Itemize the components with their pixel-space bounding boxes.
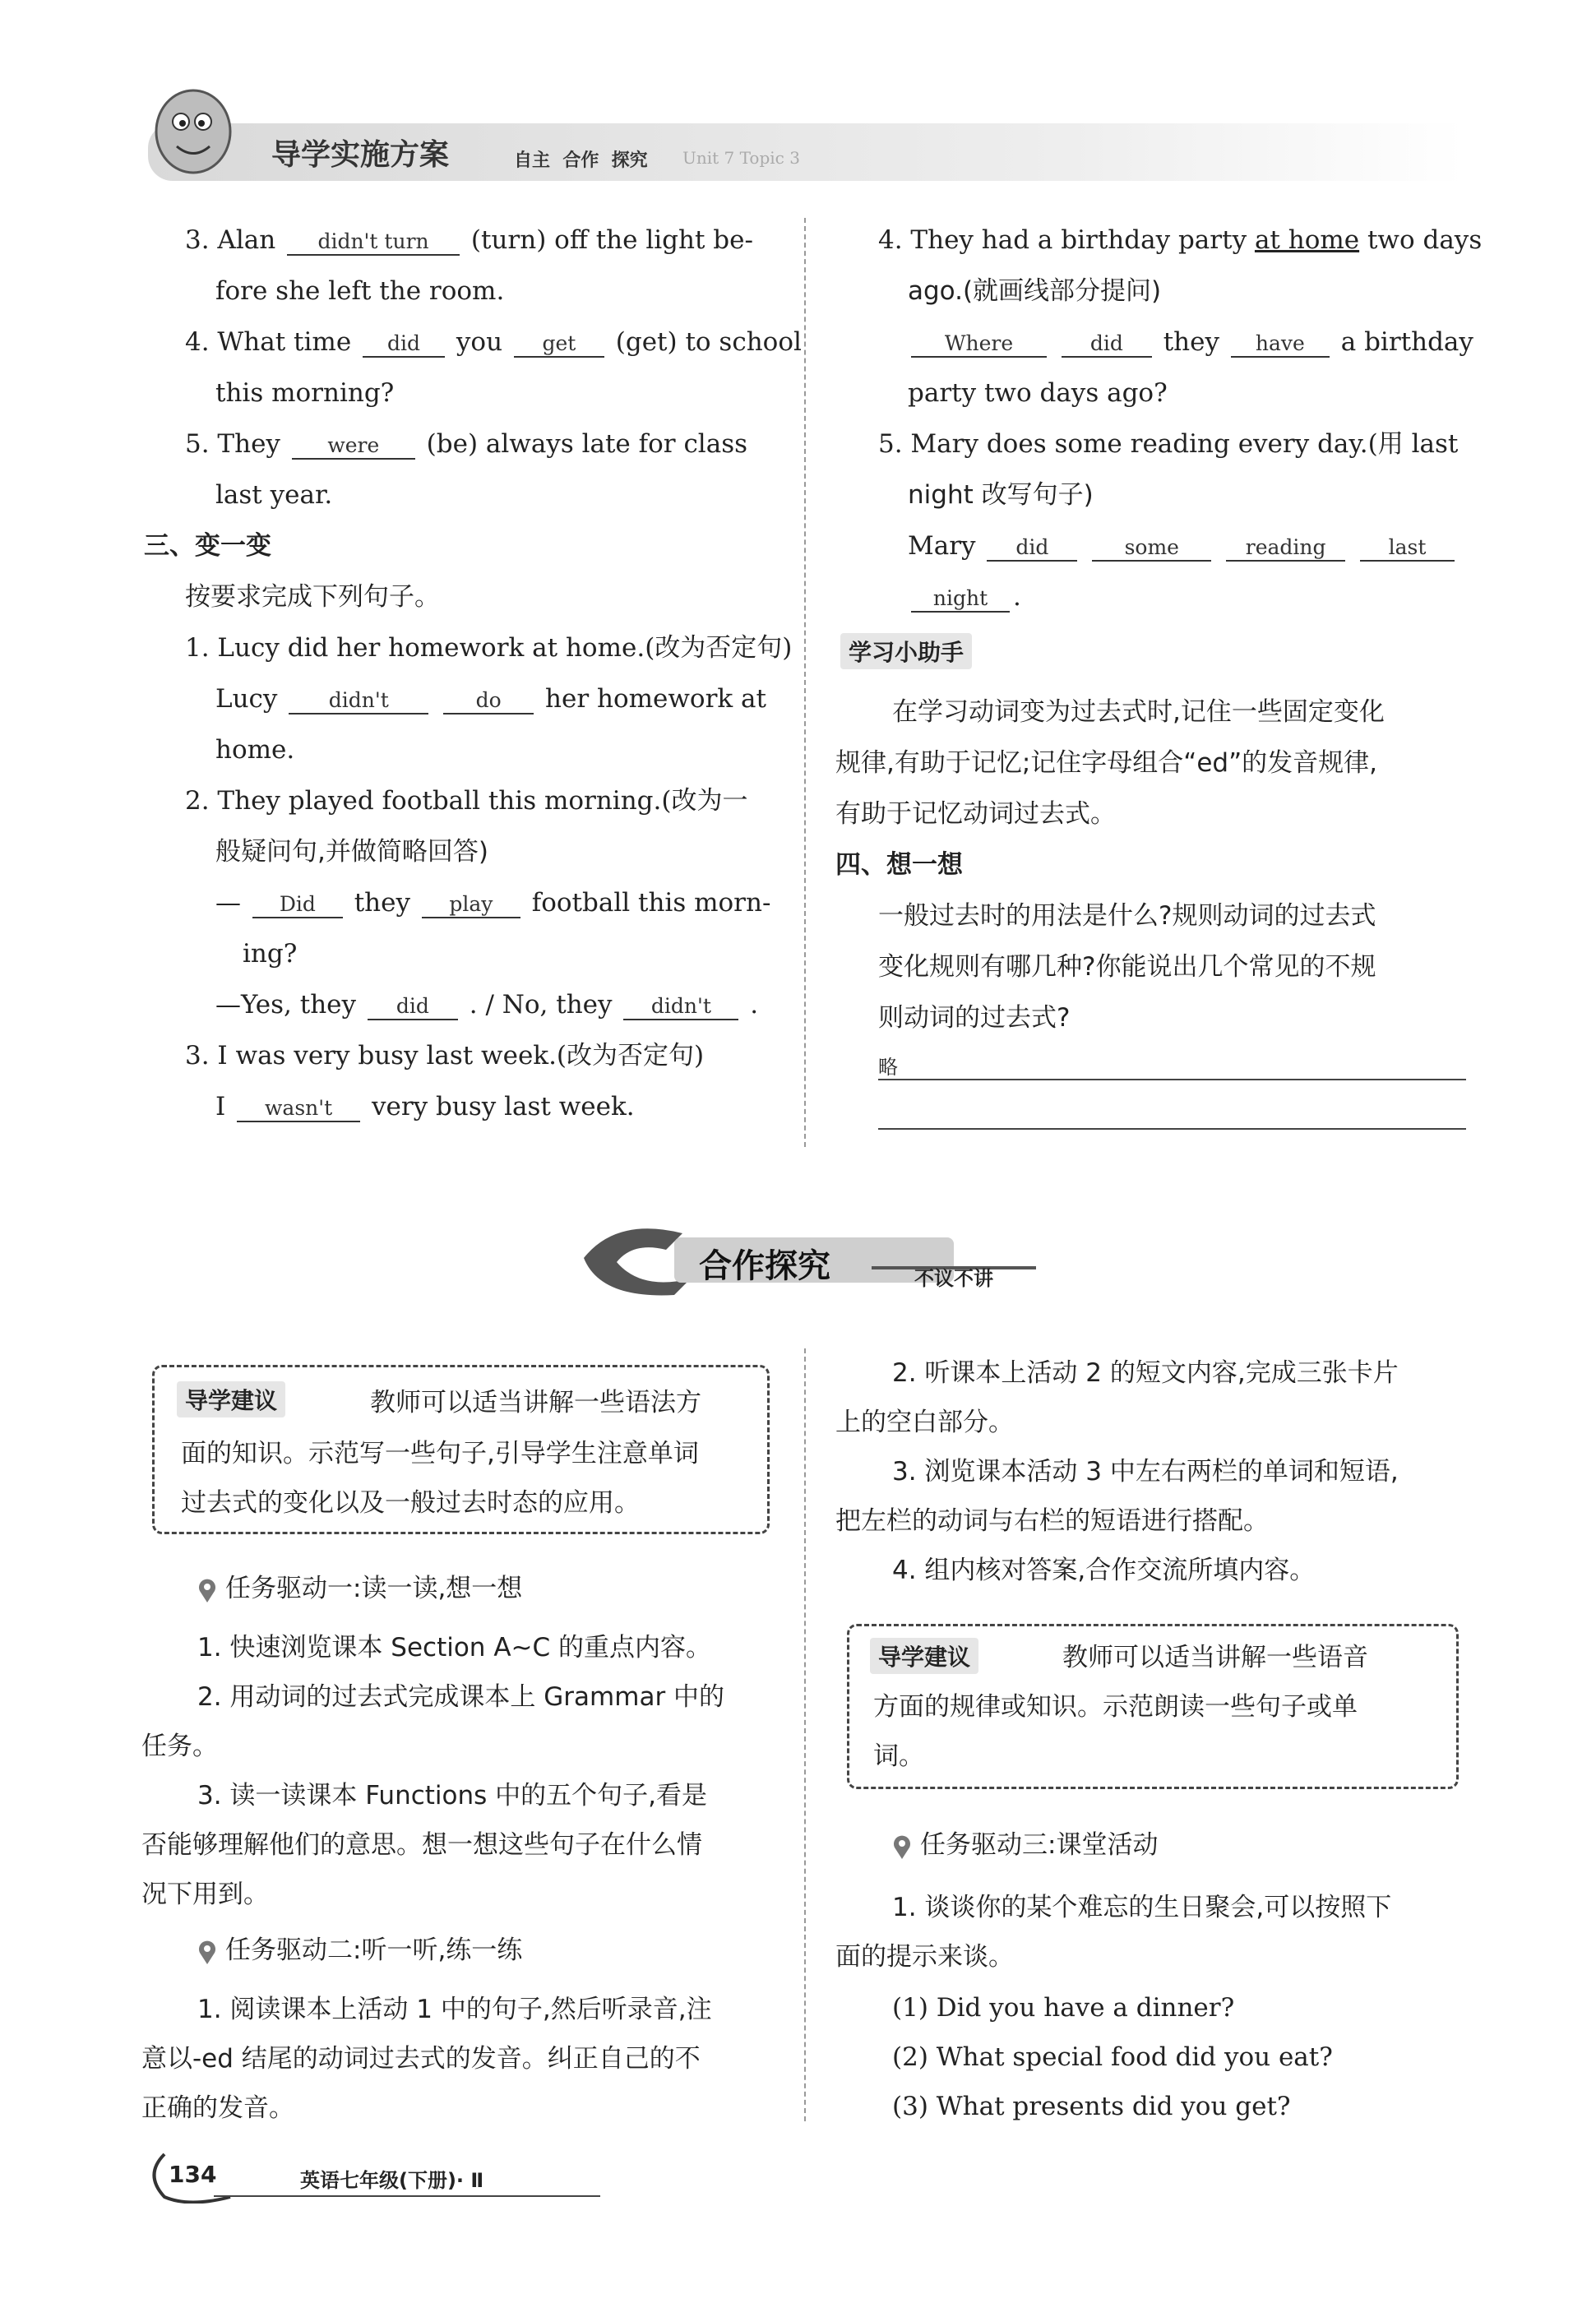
banner-subtitle: 不议不讲 [914,1267,993,1290]
answer-blank[interactable]: didn't turn [287,229,460,256]
page-number: 134 [169,2161,217,2188]
ex-q4: 4. What time did you get (get) to school [185,327,802,357]
ex-q5-cont: last year. [215,480,333,510]
r-q5-answer-cont: night . [908,580,1021,613]
task-2-item-1b: 意以-ed 结尾的动词过去式的发音。纠正自己的不 [141,2044,701,2074]
task-2-item-4: 4. 组内核对答案,合作交流所填内容。 [892,1556,1316,1585]
task-1-title: 任务驱动一:读一读,想一想 [197,1572,522,1605]
helper-text-3: 有助于记忆动词过去式。 [835,799,1116,829]
s2-short-answer: —Yes, they did . / No, they didn't . [215,990,759,1020]
answer-blank[interactable]: did [987,535,1077,562]
header-title: 导学实施方案 [271,138,450,172]
s1-question: 1. Lucy did her homework at home.(改为否定句) [185,633,793,663]
location-pin-icon [197,1940,217,1964]
section-3-title: 三、变一变 [144,531,271,561]
task-3-item-1a: 1. 谈谈你的某个难忘的生日聚会,可以按照下 [892,1893,1392,1922]
task-1-item-2a: 2. 用动词的过去式完成课本上 Grammar 中的 [197,1682,725,1712]
s2-answer: — Did they play football this morn- [215,888,771,918]
r-q4-cont: ago.(就画线部分提问) [908,276,1162,306]
answer-blank[interactable]: did [363,331,445,358]
r-q4: 4. They had a birthday party at home two days [878,225,1483,255]
r-q5: 5. Mary does some reading every day.(用 last [878,429,1459,459]
s2-question: 2. They played football this morning.(改为一 [185,786,748,816]
answer-blank[interactable]: have [1231,331,1330,358]
task-2-item-3b: 把左栏的动词与右栏的短语进行搭配。 [835,1506,1269,1536]
answer-blank[interactable]: did [1062,331,1152,358]
task-1-item-3c: 况下用到。 [141,1880,269,1909]
tip-left-3: 过去式的变化以及一般过去时态的应用。 [181,1488,640,1518]
helper-text-2: 规律,有助于记忆;记住字母组合“ed”的发音规律, [835,748,1378,778]
task-1-item-3a: 3. 读一读课本 Functions 中的五个句子,看是 [197,1781,707,1810]
answer-blank[interactable]: Where [911,331,1047,358]
s3-question: 3. I was very busy last week.(改为否定句) [185,1041,705,1071]
task-2-item-2a: 2. 听课本上活动 2 的短文内容,完成三张卡片 [892,1358,1399,1388]
section-4-q1: 一般过去时的用法是什么?规则动词的过去式 [878,901,1376,931]
answer-blank[interactable]: get [514,331,604,358]
mascot-icon [144,82,243,189]
answer-blank[interactable]: do [443,688,534,714]
banner-title: 合作探究 [699,1247,830,1285]
answer-blank[interactable]: last [1360,535,1455,562]
tip-left-1: 教师可以适当讲解一些语法方 [370,1388,701,1417]
section-4-q3: 则动词的过去式? [878,1003,1071,1033]
tip-right-3: 词。 [873,1741,924,1771]
ex-q3: 3. Alan didn't turn (turn) off the light be- [185,225,753,255]
footer-book-title: 英语七年级(下册)· Ⅱ [300,2169,484,2192]
task-2-item-1c: 正确的发音。 [141,2093,294,2123]
section-3-instruction: 按要求完成下列句子。 [185,582,440,612]
answer-blank[interactable]: didn't [623,994,738,1020]
answer-blank[interactable]: did [368,994,458,1020]
column-divider-top [804,218,806,1147]
helper-tag: 学习小助手 [840,633,972,669]
answer-line-2[interactable] [878,1128,1466,1130]
ex-q4-cont: this morning? [215,378,395,408]
header-subtitle: 自主 合作 探究 [514,150,648,171]
prompt-1: (1) Did you have a dinner? [892,1993,1235,2023]
tip-tag-right: 导学建议 [870,1638,978,1674]
column-divider-bottom [804,1348,806,2121]
r-q4-answer: Where did they have a birthday [908,326,1473,358]
task-1-item-2b: 任务。 [141,1732,218,1761]
r-q5-cont: night 改写句子) [908,480,1094,510]
answer-blank[interactable]: didn't [289,688,428,714]
s1-answer: Lucy didn't do her homework at [215,684,766,714]
section-4-title: 四、想一想 [835,850,963,880]
task-1-item-1: 1. 快速浏览课本 Section A~C 的重点内容。 [197,1633,711,1663]
task-2-item-1a: 1. 阅读课本上活动 1 中的句子,然后听录音,注 [197,1995,712,2024]
location-pin-icon [892,1834,912,1859]
prompt-2: (2) What special food did you eat? [892,2042,1333,2072]
task-2-item-3a: 3. 浏览课本活动 3 中左右两栏的单词和短语, [892,1457,1399,1487]
answer-blank[interactable]: play [422,892,520,918]
prompt-3: (3) What presents did you get? [892,2092,1291,2121]
s1-answer-cont: home. [215,735,295,765]
ex-q3-cont: fore she left the room. [215,276,505,306]
ex-q5: 5. They were (be) always late for class [185,429,748,459]
s2-answer-cont: ing? [243,939,298,969]
answer-blank[interactable]: wasn't [237,1096,360,1122]
task-1-item-3b: 否能够理解他们的意思。想一想这些句子在什么情 [141,1830,702,1860]
answer-blank[interactable]: night [911,586,1010,613]
tip-right-1: 教师可以适当讲解一些语音 [1062,1643,1368,1672]
tip-left-2: 面的知识。示范写一些句子,引导学生注意单词 [181,1439,699,1468]
section-4-q2: 变化规则有哪几种?你能说出几个常见的不规 [878,952,1376,982]
location-pin-icon [197,1578,217,1602]
s2-question-cont: 般疑问句,并做简略回答) [215,837,488,867]
section-4-answer: 略 [878,1056,898,1079]
tip-tag-left: 导学建议 [177,1381,285,1417]
task-3-item-1b: 面的提示来谈。 [835,1942,1014,1972]
footer-rule [214,2195,600,2197]
answer-line-1[interactable] [878,1079,1466,1080]
answer-blank[interactable]: some [1092,535,1211,562]
r-q5-answer: Mary did some reading last [908,530,1458,562]
task-2-item-2b: 上的空白部分。 [835,1408,1014,1437]
answer-blank[interactable]: Did [252,892,343,918]
task-2-title: 任务驱动二:听一听,练一练 [197,1934,522,1967]
header-faint-text: Unit 7 Topic 3 [682,148,800,168]
helper-text-1: 在学习动词变为过去式时,记住一些固定变化 [892,697,1385,727]
answer-blank[interactable]: reading [1226,535,1345,562]
r-q4-answer-cont: party two days ago? [908,378,1168,408]
task-3-title: 任务驱动三:课堂活动 [892,1829,1158,1861]
tip-right-2: 方面的规律或知识。示范朗读一些句子或单 [873,1692,1358,1722]
s3-answer: I wasn't very busy last week. [215,1092,635,1121]
answer-blank[interactable]: were [292,433,415,460]
